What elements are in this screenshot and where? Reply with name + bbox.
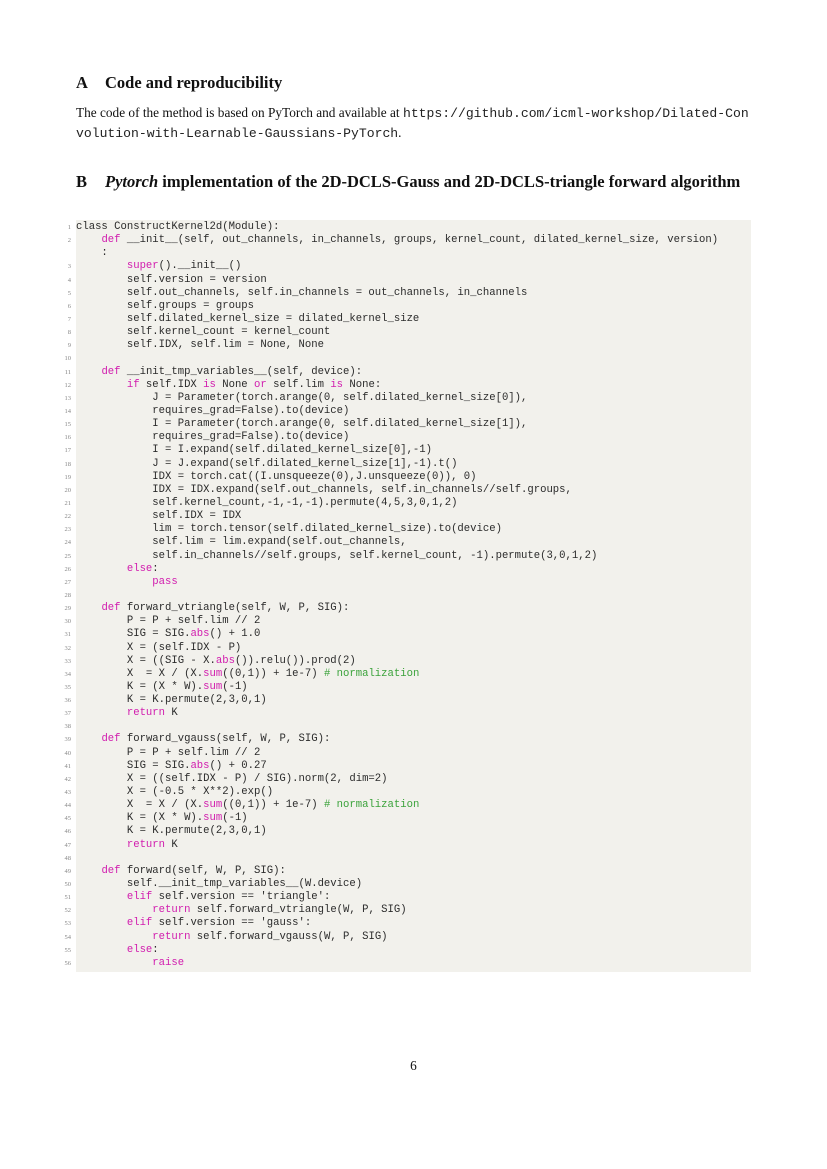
- code-token: :: [152, 562, 159, 575]
- code-text: [76, 707, 178, 719]
- code-line: [64, 431, 751, 444]
- code-token: self.version == 'gauss':: [152, 917, 312, 930]
- code-text: [76, 458, 457, 470]
- code-keyword: or: [254, 378, 267, 391]
- code-text: [76, 366, 362, 378]
- code-line: [67, 312, 751, 326]
- line-number: 2: [67, 237, 71, 245]
- code-line: [67, 299, 751, 313]
- code-line: [64, 523, 751, 536]
- code-token: [76, 904, 152, 916]
- code-line: [64, 680, 751, 694]
- code-keyword: abs: [190, 759, 210, 772]
- code-token: self.forward_vgauss(W, P, SIG): [190, 930, 388, 943]
- line-number: 20: [64, 486, 71, 494]
- code-token: K = K.permute(2,3,0,1): [76, 825, 267, 838]
- code-text: [76, 326, 330, 338]
- code-text: [76, 563, 159, 575]
- code-token: requires_grad=False).to(device): [76, 431, 350, 444]
- code-text: [76, 260, 241, 272]
- code-token: forward_vtriangle(self, W, P, SIG):: [120, 602, 350, 615]
- section-b-heading: [76, 172, 751, 192]
- code-token: __init_tmp_variables__(self, device):: [120, 365, 363, 378]
- code-token: I = I.expand(self.dilated_kernel_size[0],-1): [76, 444, 433, 457]
- code-line: [64, 799, 751, 812]
- code-line: [64, 667, 751, 681]
- line-number: 8: [67, 329, 71, 337]
- code-token: [76, 957, 152, 969]
- code-token: self.IDX = IDX: [76, 510, 242, 523]
- code-text: [76, 615, 260, 627]
- line-number: 41: [64, 762, 71, 770]
- code-text: [76, 418, 527, 430]
- code-line: [64, 707, 751, 720]
- code-text: [76, 510, 241, 522]
- line-number: 45: [64, 815, 71, 823]
- line-number: 31: [64, 631, 71, 639]
- paragraph-text: The code of the method is based on PyTorch and available at: [76, 105, 403, 120]
- line-number: 7: [67, 315, 71, 323]
- line-number: 52: [64, 907, 71, 915]
- code-keyword: is: [330, 378, 344, 391]
- code-token: (-1): [222, 680, 248, 693]
- line-number: 36: [64, 697, 71, 705]
- code-token: __init__(self, out_channels, in_channels, groups, kernel_count, dilated_kernel_size, version): [120, 234, 719, 247]
- code-token: K = (X * W).: [76, 680, 204, 693]
- code-token: X = X / (X.: [76, 667, 204, 680]
- line-number: 33: [64, 657, 71, 665]
- code-line: [64, 917, 751, 930]
- code-token: [76, 563, 127, 575]
- code-line: [64, 496, 751, 510]
- line-number: 23: [64, 526, 71, 534]
- code-line: [64, 444, 751, 457]
- code-token: ((0,1)) + 1e-7): [222, 667, 324, 680]
- line-number: 28: [64, 591, 71, 599]
- code-line: [64, 404, 751, 418]
- code-token: K: [165, 707, 178, 720]
- line-number: 13: [64, 394, 71, 402]
- code-line: [64, 483, 751, 497]
- code-text: [76, 550, 597, 562]
- code-token: ().__init__(): [158, 260, 242, 273]
- code-text: [76, 694, 267, 706]
- section-a-heading: [76, 73, 282, 93]
- code-text: [76, 904, 407, 916]
- code-token: self.out_channels, self.in_channels = out_channels, in_channels: [76, 286, 528, 299]
- line-number: 16: [64, 434, 71, 442]
- section-a-title: Code and reproducibility: [105, 73, 283, 92]
- code-token: [76, 733, 101, 745]
- code-token: [76, 944, 127, 956]
- line-number: 46: [64, 828, 71, 836]
- line-number: 56: [64, 959, 71, 967]
- code-line: [64, 365, 751, 379]
- code-keyword: if: [126, 378, 140, 391]
- code-text: [76, 825, 267, 837]
- section-b-number: B: [76, 172, 88, 191]
- code-line: [64, 418, 751, 431]
- code-text: [76, 917, 311, 929]
- line-number: 25: [64, 552, 71, 560]
- code-keyword: abs: [215, 654, 235, 667]
- code-text: [76, 655, 356, 667]
- code-token: [76, 931, 152, 943]
- code-text: [76, 668, 419, 680]
- code-text: [76, 313, 419, 325]
- line-number: 48: [64, 854, 71, 862]
- line-number: 29: [64, 605, 71, 613]
- code-keyword: else: [126, 562, 153, 575]
- code-text: [76, 339, 324, 351]
- code-token: SIG = SIG.: [76, 628, 191, 641]
- code-token: self.dilated_kernel_size = dilated_kernel_size: [76, 312, 420, 325]
- line-number: 49: [64, 867, 71, 875]
- code-keyword: return: [152, 930, 191, 943]
- line-number: 12: [64, 381, 71, 389]
- code-token: class ConstructKernel2d(Module):: [76, 221, 280, 233]
- code-keyword: def: [101, 365, 121, 378]
- line-number: 9: [67, 342, 71, 350]
- code-text: [76, 681, 248, 693]
- code-token: [76, 366, 101, 378]
- code-text: [76, 536, 407, 548]
- line-number: 37: [64, 710, 71, 718]
- section-b-title-italic: Pytorch: [105, 172, 159, 191]
- code-token: lim = torch.tensor(self.dilated_kernel_size).to(device): [76, 523, 502, 536]
- line-number: 14: [64, 407, 71, 415]
- code-token: IDX = IDX.expand(self.out_channels, self.in_channels//self.groups,: [76, 483, 572, 496]
- code-token: forward(self, W, P, SIG):: [120, 864, 286, 877]
- code-token: K = K.permute(2,3,0,1): [76, 694, 267, 707]
- code-line: [64, 536, 751, 549]
- code-text: [76, 760, 267, 772]
- code-text: [76, 523, 502, 535]
- code-keyword: sum: [203, 812, 223, 825]
- code-text: [76, 471, 477, 483]
- code-keyword: def: [101, 733, 121, 746]
- code-token: forward_vgauss(self, W, P, SIG):: [120, 733, 331, 746]
- code-keyword: sum: [203, 680, 223, 693]
- code-token: [76, 260, 127, 272]
- code-token: None: [215, 378, 255, 391]
- code-token: (-1): [222, 812, 248, 825]
- code-keyword: return: [152, 904, 191, 917]
- code-line: [64, 628, 751, 641]
- code-line: [64, 575, 751, 589]
- code-keyword: def: [101, 602, 121, 615]
- code-token: self.version == 'triangle':: [152, 891, 331, 904]
- code-token: [76, 602, 101, 614]
- code-line: [64, 641, 751, 655]
- code-token: [76, 839, 127, 851]
- code-line: [64, 510, 751, 523]
- code-text: [76, 773, 388, 785]
- code-token: self.forward_vtriangle(W, P, SIG): [190, 904, 407, 917]
- code-line: [67, 221, 751, 234]
- code-line: [67, 234, 751, 247]
- code-text: [76, 431, 349, 443]
- code-token: [76, 707, 127, 719]
- line-number: 21: [64, 499, 71, 507]
- code-token: SIG = SIG.: [76, 759, 191, 772]
- code-text: [76, 405, 349, 417]
- paragraph-end: .: [398, 125, 402, 140]
- code-token: ()).relu()).prod(2): [234, 654, 356, 667]
- code-token: self.version = version: [76, 273, 267, 286]
- code-line: [64, 772, 751, 786]
- code-line: [64, 562, 751, 576]
- code-token: X = ((self.IDX - P) / SIG).norm(2, dim=2): [76, 772, 388, 785]
- code-line: [64, 654, 751, 668]
- code-text: [76, 733, 330, 745]
- code-text: [76, 865, 286, 877]
- code-token: X = X / (X.: [76, 799, 204, 812]
- code-line: [64, 615, 751, 628]
- code-line: [76, 247, 751, 260]
- code-text: [76, 799, 419, 811]
- code-token: ((0,1)) + 1e-7): [222, 799, 324, 812]
- code-token: self.groups = groups: [76, 299, 255, 312]
- code-line: [64, 378, 751, 392]
- line-number: 32: [64, 644, 71, 652]
- line-number: 10: [64, 355, 71, 363]
- code-keyword: is: [203, 378, 216, 391]
- code-text: [76, 957, 184, 969]
- code-line: [64, 878, 751, 891]
- code-token: :: [152, 943, 159, 956]
- line-number: 24: [64, 539, 71, 547]
- code-token: requires_grad=False).to(device): [76, 404, 350, 417]
- line-number: 51: [64, 894, 71, 902]
- code-token: I = Parameter(torch.arange(0, self.dilated_kernel_size[1]),: [76, 418, 528, 431]
- code-keyword: else: [126, 943, 153, 956]
- code-token: () + 0.27: [209, 759, 267, 772]
- code-line: [67, 326, 751, 339]
- code-line: [64, 904, 751, 917]
- code-line: [64, 956, 751, 970]
- code-availability-paragraph: [76, 103, 752, 143]
- code-line: [67, 339, 751, 352]
- line-number: 43: [64, 789, 71, 797]
- code-text: [76, 274, 267, 286]
- code-keyword: super: [126, 260, 159, 273]
- line-number: 6: [67, 302, 71, 310]
- code-line: [64, 602, 751, 615]
- code-token: self.in_channels//self.groups, self.kernel_count, -1).permute(3,0,1,2): [76, 549, 598, 562]
- line-number: 30: [64, 618, 71, 626]
- line-number: 18: [64, 460, 71, 468]
- line-number: 1: [67, 224, 71, 231]
- code-text: [76, 786, 273, 798]
- line-number: 15: [64, 421, 71, 429]
- code-token: self.kernel_count,-1,-1,-1).permute(4,5,3,0,1,2): [76, 496, 458, 509]
- line-number: 11: [64, 368, 71, 376]
- code-token: [76, 891, 127, 903]
- line-number: 50: [64, 881, 71, 889]
- code-text: [76, 392, 527, 404]
- code-text: [76, 891, 330, 903]
- line-number: 26: [64, 565, 71, 573]
- code-token: [76, 917, 127, 929]
- code-text: [76, 300, 254, 312]
- code-token: () + 1.0: [209, 628, 261, 641]
- code-comment: # normalization: [323, 667, 420, 680]
- code-text: [76, 628, 260, 640]
- code-token: self.lim: [266, 378, 331, 391]
- line-number: 4: [67, 276, 71, 284]
- code-token: [76, 234, 101, 246]
- code-text: [76, 602, 349, 614]
- line-number: 27: [64, 578, 71, 586]
- section-a-number: A: [76, 73, 88, 92]
- line-number: 3: [67, 263, 71, 271]
- code-line: [67, 260, 751, 273]
- line-number: 17: [64, 447, 71, 455]
- code-line: [64, 759, 751, 773]
- code-keyword: return: [126, 838, 166, 851]
- code-line: [64, 470, 751, 484]
- code-line: [64, 549, 751, 563]
- code-text: [76, 221, 279, 233]
- code-comment: # normalization: [323, 799, 420, 812]
- code-line: [64, 930, 751, 944]
- code-line: [64, 838, 751, 852]
- code-keyword: def: [101, 234, 121, 247]
- code-line: [64, 391, 751, 405]
- code-token: IDX = torch.cat((I.unsqueeze(0),J.unsqueeze(0)), 0): [76, 470, 477, 483]
- code-text: [76, 484, 572, 496]
- code-text: [76, 812, 248, 824]
- code-keyword: def: [101, 864, 121, 877]
- code-text: [76, 379, 381, 391]
- code-text: [76, 287, 527, 299]
- code-line: [64, 694, 751, 707]
- code-text: [76, 839, 178, 851]
- line-number: 35: [64, 683, 71, 691]
- code-line: [64, 352, 751, 365]
- code-keyword: sum: [203, 667, 223, 680]
- code-text: [76, 247, 108, 259]
- line-number: 40: [64, 749, 71, 757]
- line-number: 19: [64, 473, 71, 481]
- code-keyword: abs: [190, 628, 210, 641]
- code-keyword: elif: [126, 891, 153, 904]
- code-token: X = (-0.5 * X**2).exp(): [76, 786, 274, 799]
- code-token: K = (X * W).: [76, 812, 204, 825]
- code-token: self.kernel_count = kernel_count: [76, 326, 331, 339]
- code-listing: [64, 220, 751, 972]
- code-text: [76, 576, 178, 588]
- code-token: [76, 576, 152, 588]
- code-line: [67, 286, 751, 300]
- code-line: [64, 852, 751, 865]
- code-text: [76, 747, 260, 759]
- code-line: [64, 891, 751, 904]
- code-line: [64, 746, 751, 760]
- code-token: X = ((SIG - X.: [76, 654, 216, 667]
- line-number: 54: [64, 933, 71, 941]
- code-text: [76, 497, 457, 509]
- code-keyword: raise: [152, 956, 185, 969]
- code-token: J = Parameter(torch.arange(0, self.dilated_kernel_size[0]),: [76, 391, 528, 404]
- line-number: 55: [64, 946, 71, 954]
- code-text: [76, 444, 432, 456]
- line-number: 53: [64, 920, 71, 928]
- code-token: [76, 865, 101, 877]
- code-token: self.IDX, self.lim = None, None: [76, 339, 324, 352]
- code-line: [64, 825, 751, 838]
- line-number: 42: [64, 775, 71, 783]
- code-text: [76, 944, 159, 956]
- code-line: [64, 812, 751, 825]
- code-keyword: sum: [203, 799, 223, 812]
- line-number: 39: [64, 736, 71, 744]
- code-line: [64, 733, 751, 746]
- code-token: X = (self.IDX - P): [76, 641, 242, 654]
- code-text: [76, 642, 241, 654]
- code-text: [76, 234, 718, 246]
- line-number: 34: [64, 670, 71, 678]
- repository-link[interactable]: https://github.com/icml-workshop/Dilated-Convolution-with-Learnable-Gaussians-PyTorch: [76, 106, 749, 141]
- code-line: [64, 589, 751, 602]
- code-token: self.__init_tmp_variables__(W.device): [76, 878, 363, 891]
- page-number: 6: [410, 1058, 417, 1073]
- code-token: None:: [343, 378, 382, 391]
- code-line: [67, 273, 751, 287]
- code-token: self.IDX: [139, 378, 204, 391]
- code-token: self.lim = lim.expand(self.out_channels,: [76, 536, 407, 549]
- code-line: [64, 457, 751, 471]
- code-token: K: [165, 838, 178, 851]
- code-keyword: elif: [126, 917, 153, 930]
- line-number: 5: [67, 289, 71, 297]
- code-token: P = P + self.lim // 2: [76, 746, 261, 759]
- code-keyword: pass: [152, 575, 178, 588]
- code-line: [64, 786, 751, 799]
- line-number: 22: [64, 513, 71, 521]
- code-keyword: return: [126, 707, 166, 720]
- section-b-title: implementation of the 2D-DCLS-Gauss and 2D-DCLS-triangle forward algorithm: [158, 172, 741, 191]
- line-number: 47: [64, 841, 71, 849]
- code-text: [76, 931, 388, 943]
- code-token: :: [76, 247, 108, 260]
- line-number: 38: [64, 723, 71, 731]
- code-line: [64, 864, 751, 878]
- code-token: J = J.expand(self.dilated_kernel_size[1],-1).t(): [76, 457, 458, 470]
- code-token: P = P + self.lim // 2: [76, 615, 261, 628]
- code-token: [76, 379, 127, 391]
- code-line: [64, 720, 751, 733]
- code-line: [64, 943, 751, 957]
- line-number: 44: [64, 802, 71, 810]
- code-text: [76, 878, 362, 890]
